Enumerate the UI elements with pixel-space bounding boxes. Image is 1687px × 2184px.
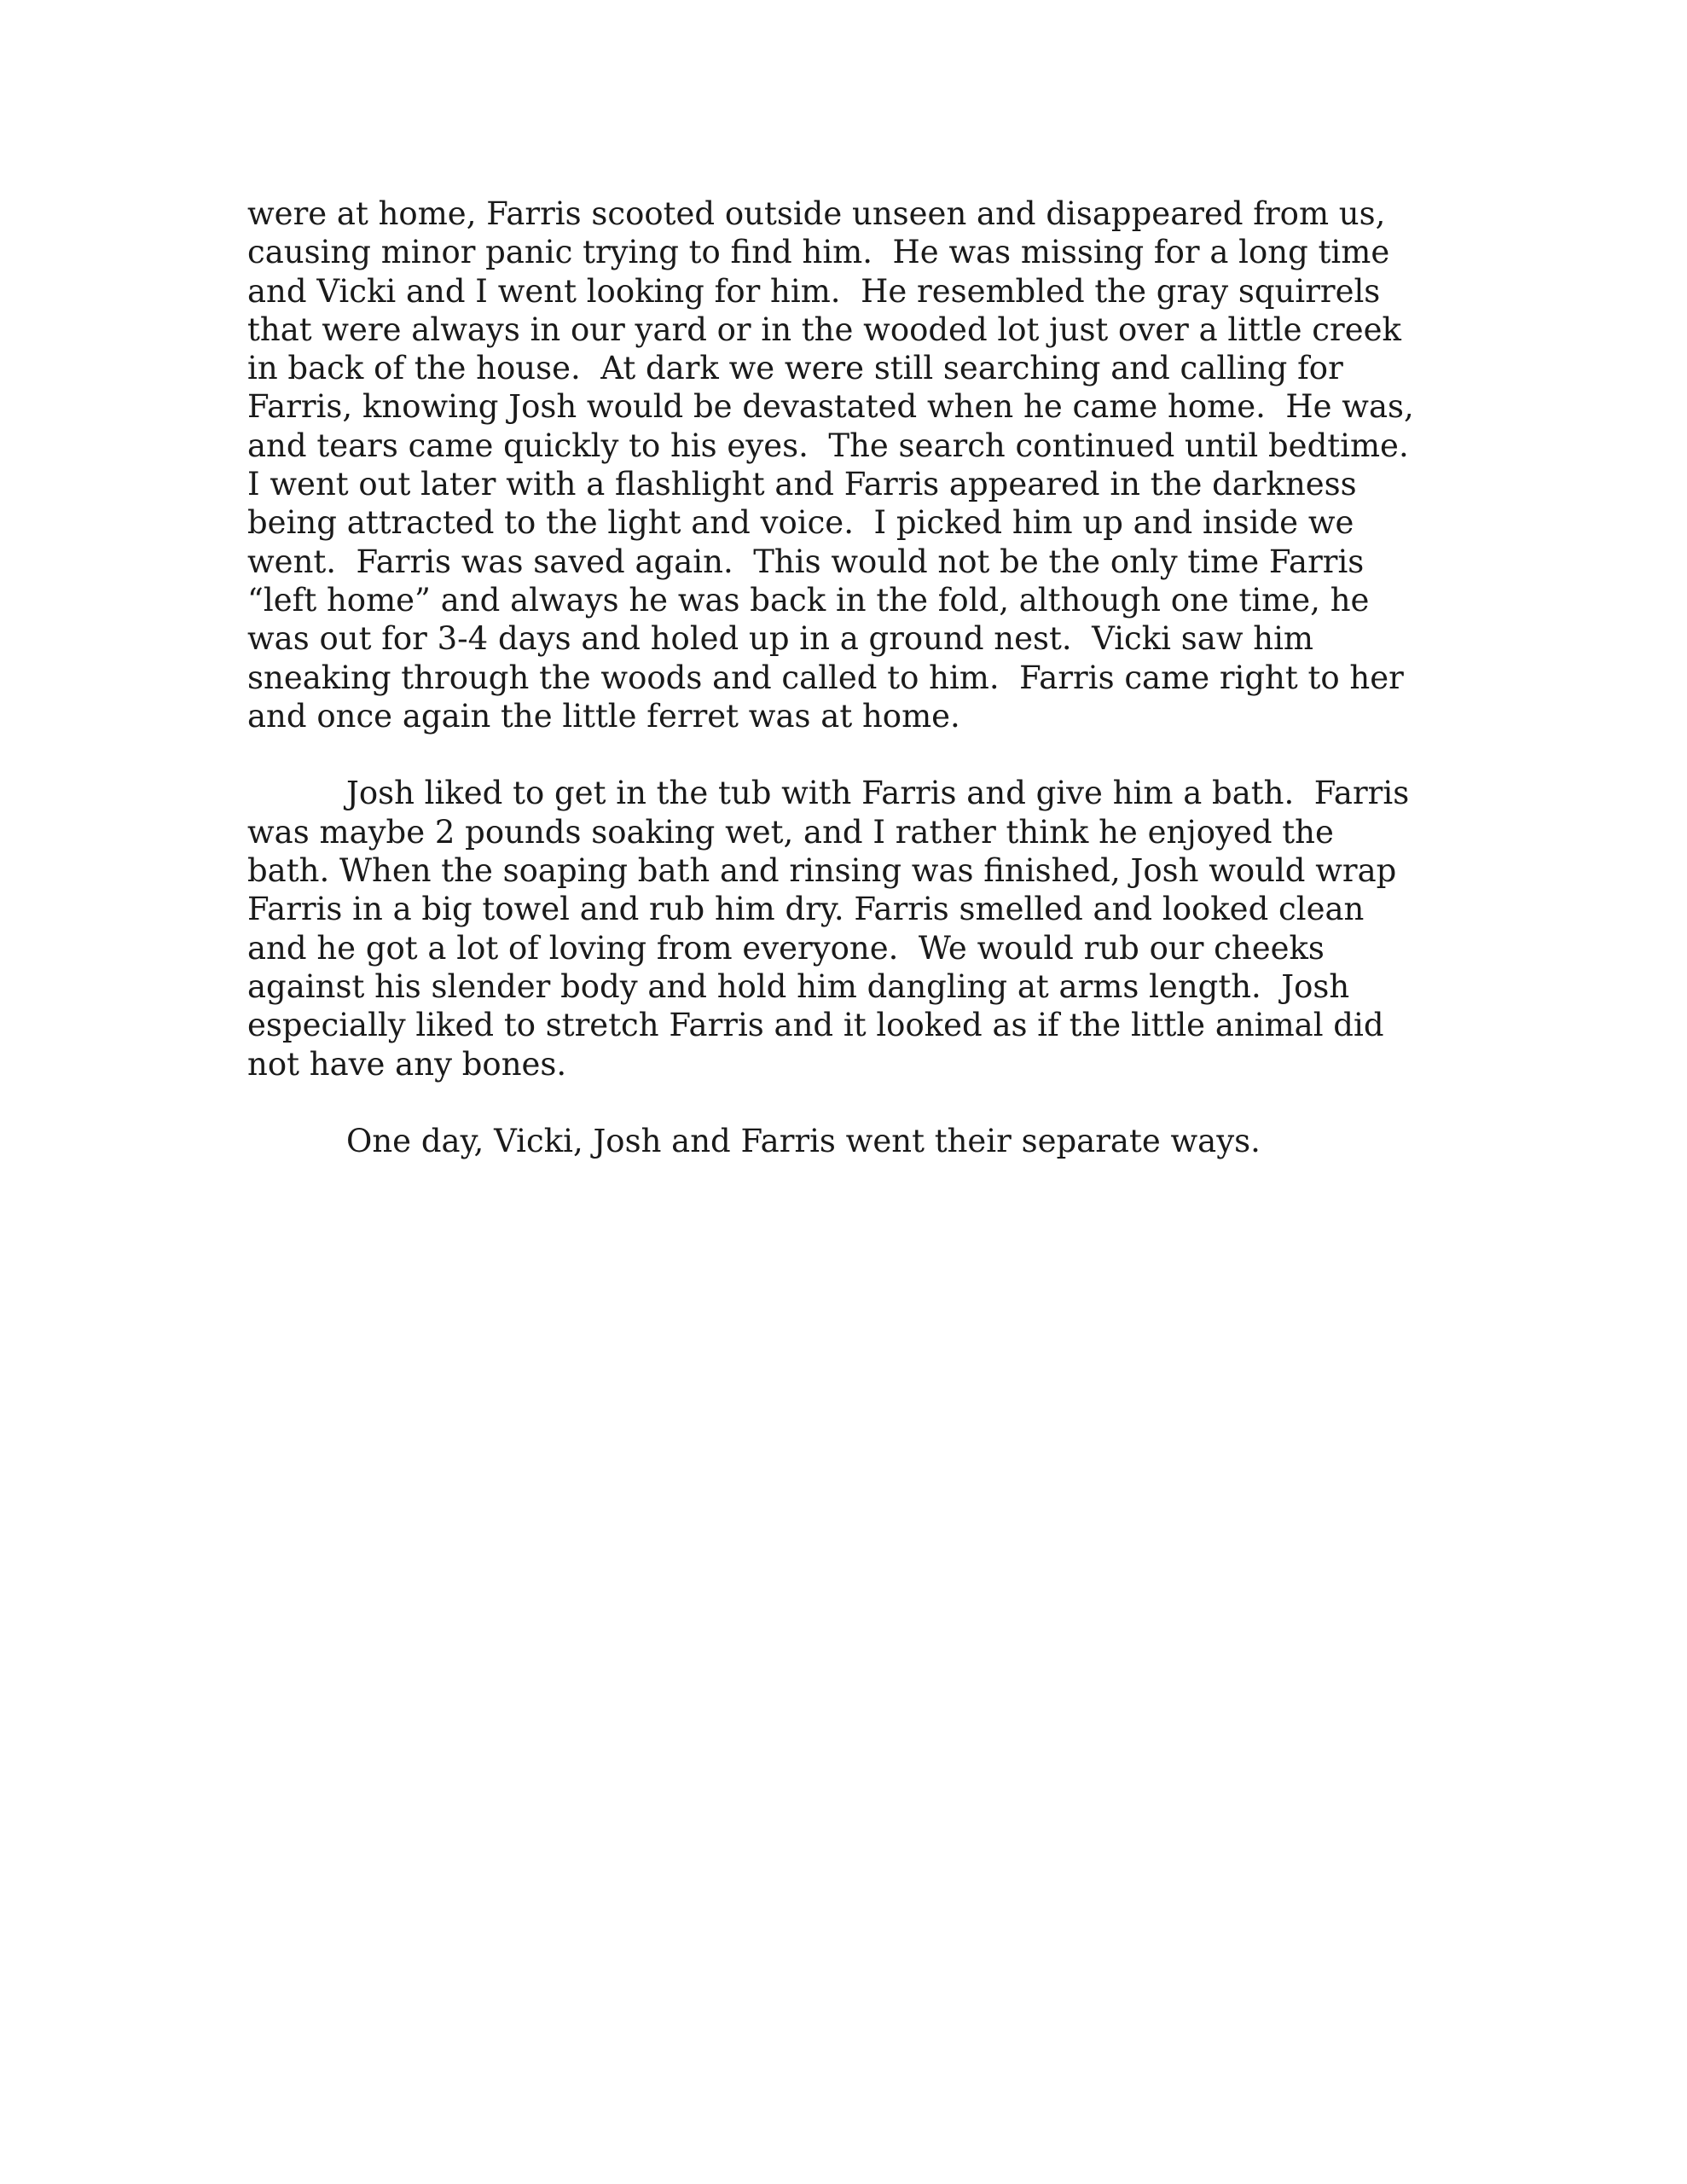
text-line: was maybe 2 pounds soaking wet, and I rather think he enjoyed the	[247, 813, 1334, 851]
text-line: Farris in a big towel and rub him dry. Farris smelled and looked clean	[247, 891, 1365, 928]
text-line: sneaking through the woods and called to him. Farris came right to her	[247, 659, 1404, 696]
text-line: against his slender body and hold him dangling at arms length. Josh	[247, 967, 1350, 1005]
text-line: and he got a lot of loving from everyone. We would rub our cheeks	[247, 929, 1325, 967]
text-line: not have any bones.	[247, 1045, 567, 1083]
text-line: Farris, knowing Josh would be devastated when he came home. He was,	[247, 388, 1414, 426]
text-line: was out for 3-4 days and holed up in a ground nest. Vicki saw him	[247, 620, 1313, 658]
paragraph-3	[247, 1122, 1458, 1160]
text-line: went. Farris was saved again. This would not be the only time Farris	[247, 543, 1365, 580]
text-line: and once again the little ferret was at home.	[247, 697, 960, 735]
text-line: being attracted to the light and voice. I picked him up and inside we	[247, 504, 1354, 542]
text-line: and tears came quickly to his eyes. The search continued until bedtime.	[247, 427, 1409, 464]
text-line: and Vicki and I went looking for him. He resembled the gray squirrels	[247, 272, 1381, 310]
paragraph-spacer	[247, 1083, 1458, 1122]
text-line: especially liked to stretch Farris and it looked as if the little animal did	[247, 1007, 1384, 1044]
text-line: that were always in our yard or in the wooded lot just over a little creek	[247, 311, 1401, 348]
text-line: I went out later with a flashlight and Farris appeared in the darkness	[247, 466, 1357, 503]
text-line-indented: One day, Vicki, Josh and Farris went their separate ways.	[346, 1123, 1261, 1160]
text-line: causing minor panic trying to find him. He was missing for a long time	[247, 234, 1390, 271]
text-line: “left home” and always he was back in the fold, although one time, he	[247, 581, 1370, 619]
text-line: bath. When the soaping bath and rinsing was finished, Josh would wrap	[247, 852, 1397, 890]
text-line: in back of the house. At dark we were still searching and calling for	[247, 350, 1343, 387]
paragraph-1	[247, 195, 1458, 735]
paragraph-2	[247, 774, 1458, 1083]
text-line-indented: Josh liked to get in the tub with Farris and give him a bath. Farris	[346, 775, 1410, 812]
text-line: were at home, Farris scooted outside unseen and disappeared from us,	[247, 195, 1386, 232]
paragraph-spacer	[247, 735, 1458, 774]
document-body	[247, 195, 1458, 1160]
